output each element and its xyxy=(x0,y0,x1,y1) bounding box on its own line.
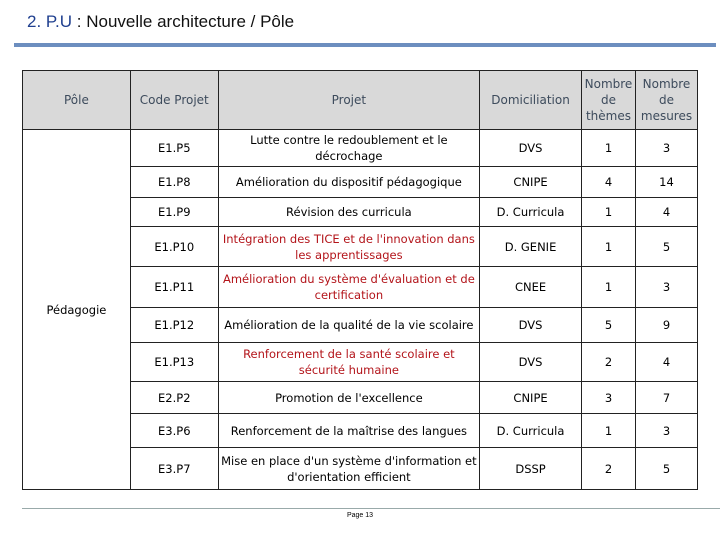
mesures-cell: 3 xyxy=(635,414,697,448)
themes-cell: 2 xyxy=(582,448,636,490)
code-cell: E1.P10 xyxy=(130,227,218,267)
mesures-cell: 3 xyxy=(635,267,697,308)
code-cell: E3.P7 xyxy=(130,448,218,490)
domiciliation-cell: DSSP xyxy=(480,448,582,490)
code-cell: E1.P13 xyxy=(130,343,218,382)
page-number: Page 13 xyxy=(346,512,374,519)
domiciliation-cell: DVS xyxy=(480,130,582,167)
header-projet: Projet xyxy=(218,71,479,130)
themes-cell: 1 xyxy=(582,267,636,308)
themes-cell: 2 xyxy=(582,343,636,382)
header-row xyxy=(23,71,698,130)
mesures-cell: 14 xyxy=(635,167,697,198)
page-title: 2. P.U : Nouvelle architecture / Pôle xyxy=(27,12,295,31)
header-themes: Nombre de thèmes xyxy=(582,71,636,130)
header-domiciliation: Domiciliation xyxy=(480,71,582,130)
table-row xyxy=(23,130,698,167)
domiciliation-cell: CNIPE xyxy=(480,167,582,198)
code-cell: E3.P6 xyxy=(130,414,218,448)
themes-cell: 4 xyxy=(582,167,636,198)
mesures-cell: 5 xyxy=(635,227,697,267)
footer-rule xyxy=(22,508,720,509)
code-cell: E1.P11 xyxy=(130,267,218,308)
domiciliation-cell: DVS xyxy=(480,343,582,382)
projet-cell: Amélioration de la qualité de la vie scolaire xyxy=(218,308,479,343)
projet-cell: Promotion de l'excellence xyxy=(218,382,479,414)
code-cell: E1.P12 xyxy=(130,308,218,343)
projet-cell: Révision des curricula xyxy=(218,198,479,227)
domiciliation-cell: D. Curricula xyxy=(480,414,582,448)
code-cell: E1.P9 xyxy=(130,198,218,227)
domiciliation-cell: CNEE xyxy=(480,267,582,308)
mesures-cell: 4 xyxy=(635,198,697,227)
themes-cell: 1 xyxy=(582,130,636,167)
projet-cell: Amélioration du système d'évaluation et de certification xyxy=(218,267,479,308)
mesures-cell: 5 xyxy=(635,448,697,490)
domiciliation-cell: D. GENIE xyxy=(480,227,582,267)
header-mesures: Nombre de mesures xyxy=(635,71,697,130)
projet-cell: Amélioration du dispositif pédagogique xyxy=(218,167,479,198)
themes-cell: 1 xyxy=(582,227,636,267)
projet-cell: Mise en place d'un système d'information et d'orientation efficient xyxy=(218,448,479,490)
header-pole: Pôle xyxy=(23,71,131,130)
domiciliation-cell: DVS xyxy=(480,308,582,343)
themes-cell: 1 xyxy=(582,414,636,448)
code-cell: E1.P5 xyxy=(130,130,218,167)
themes-cell: 5 xyxy=(582,308,636,343)
header-code: Code Projet xyxy=(130,71,218,130)
domiciliation-cell: D. Curricula xyxy=(480,198,582,227)
themes-cell: 3 xyxy=(582,382,636,414)
mesures-cell: 7 xyxy=(635,382,697,414)
mesures-cell: 4 xyxy=(635,343,697,382)
themes-cell: 1 xyxy=(582,198,636,227)
code-cell: E2.P2 xyxy=(130,382,218,414)
projet-cell: Lutte contre le redoublement et le décrochage xyxy=(218,130,479,167)
projet-cell: Renforcement de la maîtrise des langues xyxy=(218,414,479,448)
projet-cell: Intégration des TICE et de l'innovation dans les apprentissages xyxy=(218,227,479,267)
title-rule xyxy=(14,43,716,47)
projet-cell: Renforcement de la santé scolaire et sécurité humaine xyxy=(218,343,479,382)
pole-cell: Pédagogie xyxy=(23,130,131,490)
projects-table xyxy=(22,70,698,490)
code-cell: E1.P8 xyxy=(130,167,218,198)
mesures-cell: 9 xyxy=(635,308,697,343)
mesures-cell: 3 xyxy=(635,130,697,167)
domiciliation-cell: CNIPE xyxy=(480,382,582,414)
